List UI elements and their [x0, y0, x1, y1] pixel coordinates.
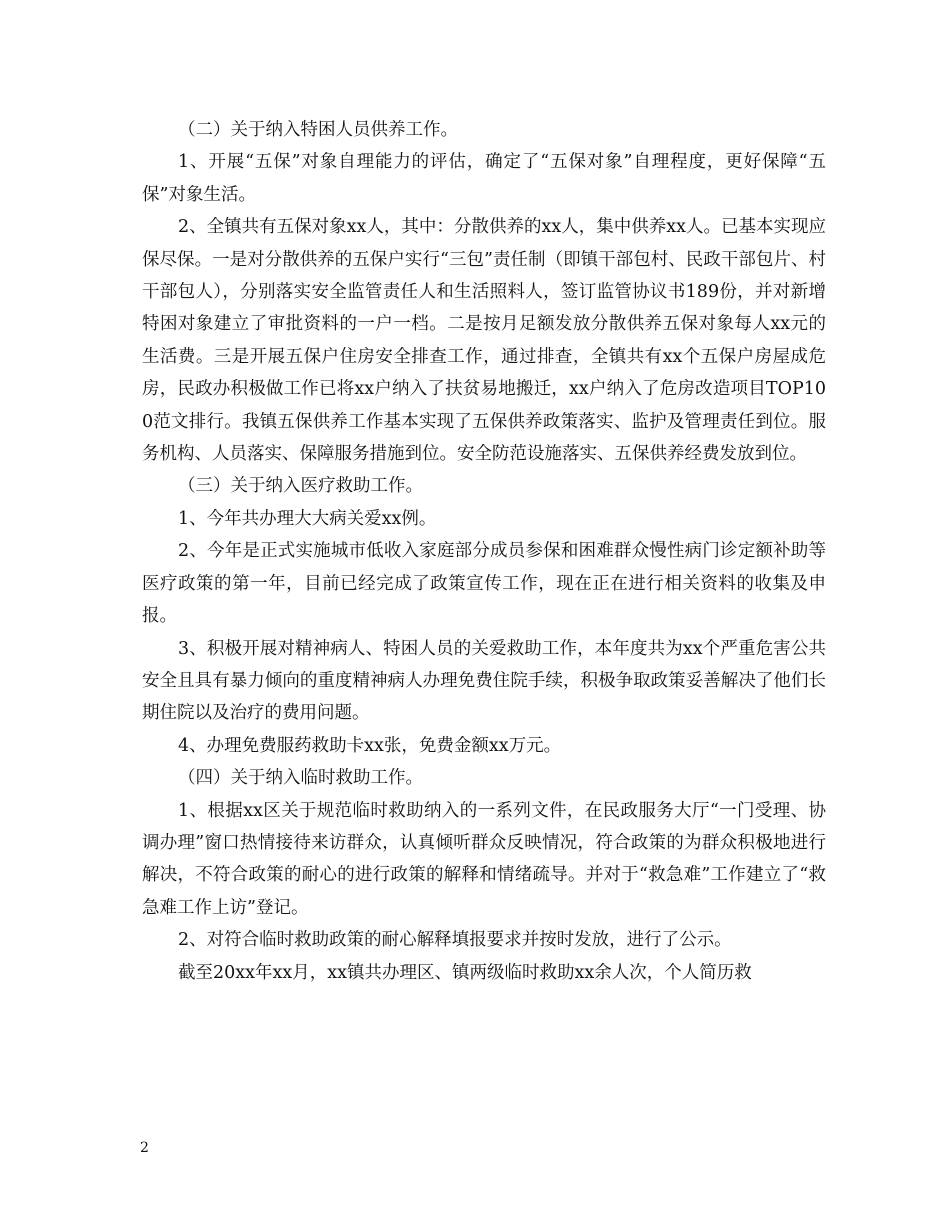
paragraph: 1、开展“五保”对象自理能力的评估，确定了“五保对象”自理程度，更好保障“五保”对象生活。	[142, 152, 826, 205]
paragraph: 2、全镇共有五保对象xx人，其中：分散供养的xx人，集中供养xx人。已基本实现应保尽保。一是对分散供养的五保户实行“三包”责任制（即镇干部包村、民政干部包片、村干部包人），分别落实安全监管责任人和生活照料人，签订监管协议书189份，并对新增特困对象建立了审批资料的一户一档。二是按月足额发放分散供养五保对象每人xx元的生活费。三是开展五保户住房安全排查工作，通过排查，全镇共有xx个五保户房屋成危房，民政办积极做工作已将xx户纳入了扶贫易地搬迁，xx户纳入了危房改造项目TOP100范文排行。我镇五保供养工作基本实现了五保供养政策落实、监护及管理责任到位。服务机构、人员落实、保障服务措施到位。安全防范设施落实、五保供养经费发放到位。	[142, 217, 826, 465]
section-heading-2: （二）关于纳入特困人员供养工作。	[178, 120, 458, 140]
section-heading-4: （四）关于纳入临时救助工作。	[178, 768, 423, 789]
paragraph: 2、今年是正式实施城市低收入家庭部分成员参保和困难群众慢性病门诊定额补助等医疗政策的第一年，目前已经完成了政策宣传工作，现在正在进行相关资料的收集及申报。	[142, 541, 826, 627]
paragraph: 4、办理免费服药救助卡xx张，免费金额xx万元。	[178, 735, 562, 756]
document-body	[142, 114, 826, 989]
paragraph: 3、积极开展对精神病人、特困人员的关爱救助工作，本年度共为xx个严重危害公共安全且具有暴力倾向的重度精神病人办理免费住院手续，积极争取政策妥善解决了他们长期住院以及治疗的费用问题。	[142, 638, 826, 724]
paragraph: 1、今年共办理大大病关爱xx例。	[178, 508, 437, 529]
paragraph: 2、对符合临时救助政策的耐心解释填报要求并按时发放，进行了公示。	[178, 930, 732, 951]
section-heading-3: （三）关于纳入医疗救助工作。	[178, 476, 423, 497]
paragraph: 截至20xx年xx月，xx镇共办理区、镇两级临时救助xx余人次，个人简历救	[178, 962, 752, 983]
page-number: 2	[140, 1140, 149, 1156]
paragraph: 1、根据xx区关于规范临时救助纳入的一系列文件，在民政服务大厅“一门受理、协调办理”窗口热情接待来访群众，认真倾听群众反映情况，符合政策的为群众积极地进行解决，不符合政策的耐心的进行政策的解释和情绪疏导。并对于“救急难”工作建立了“救急难工作上访”登记。	[142, 800, 826, 918]
